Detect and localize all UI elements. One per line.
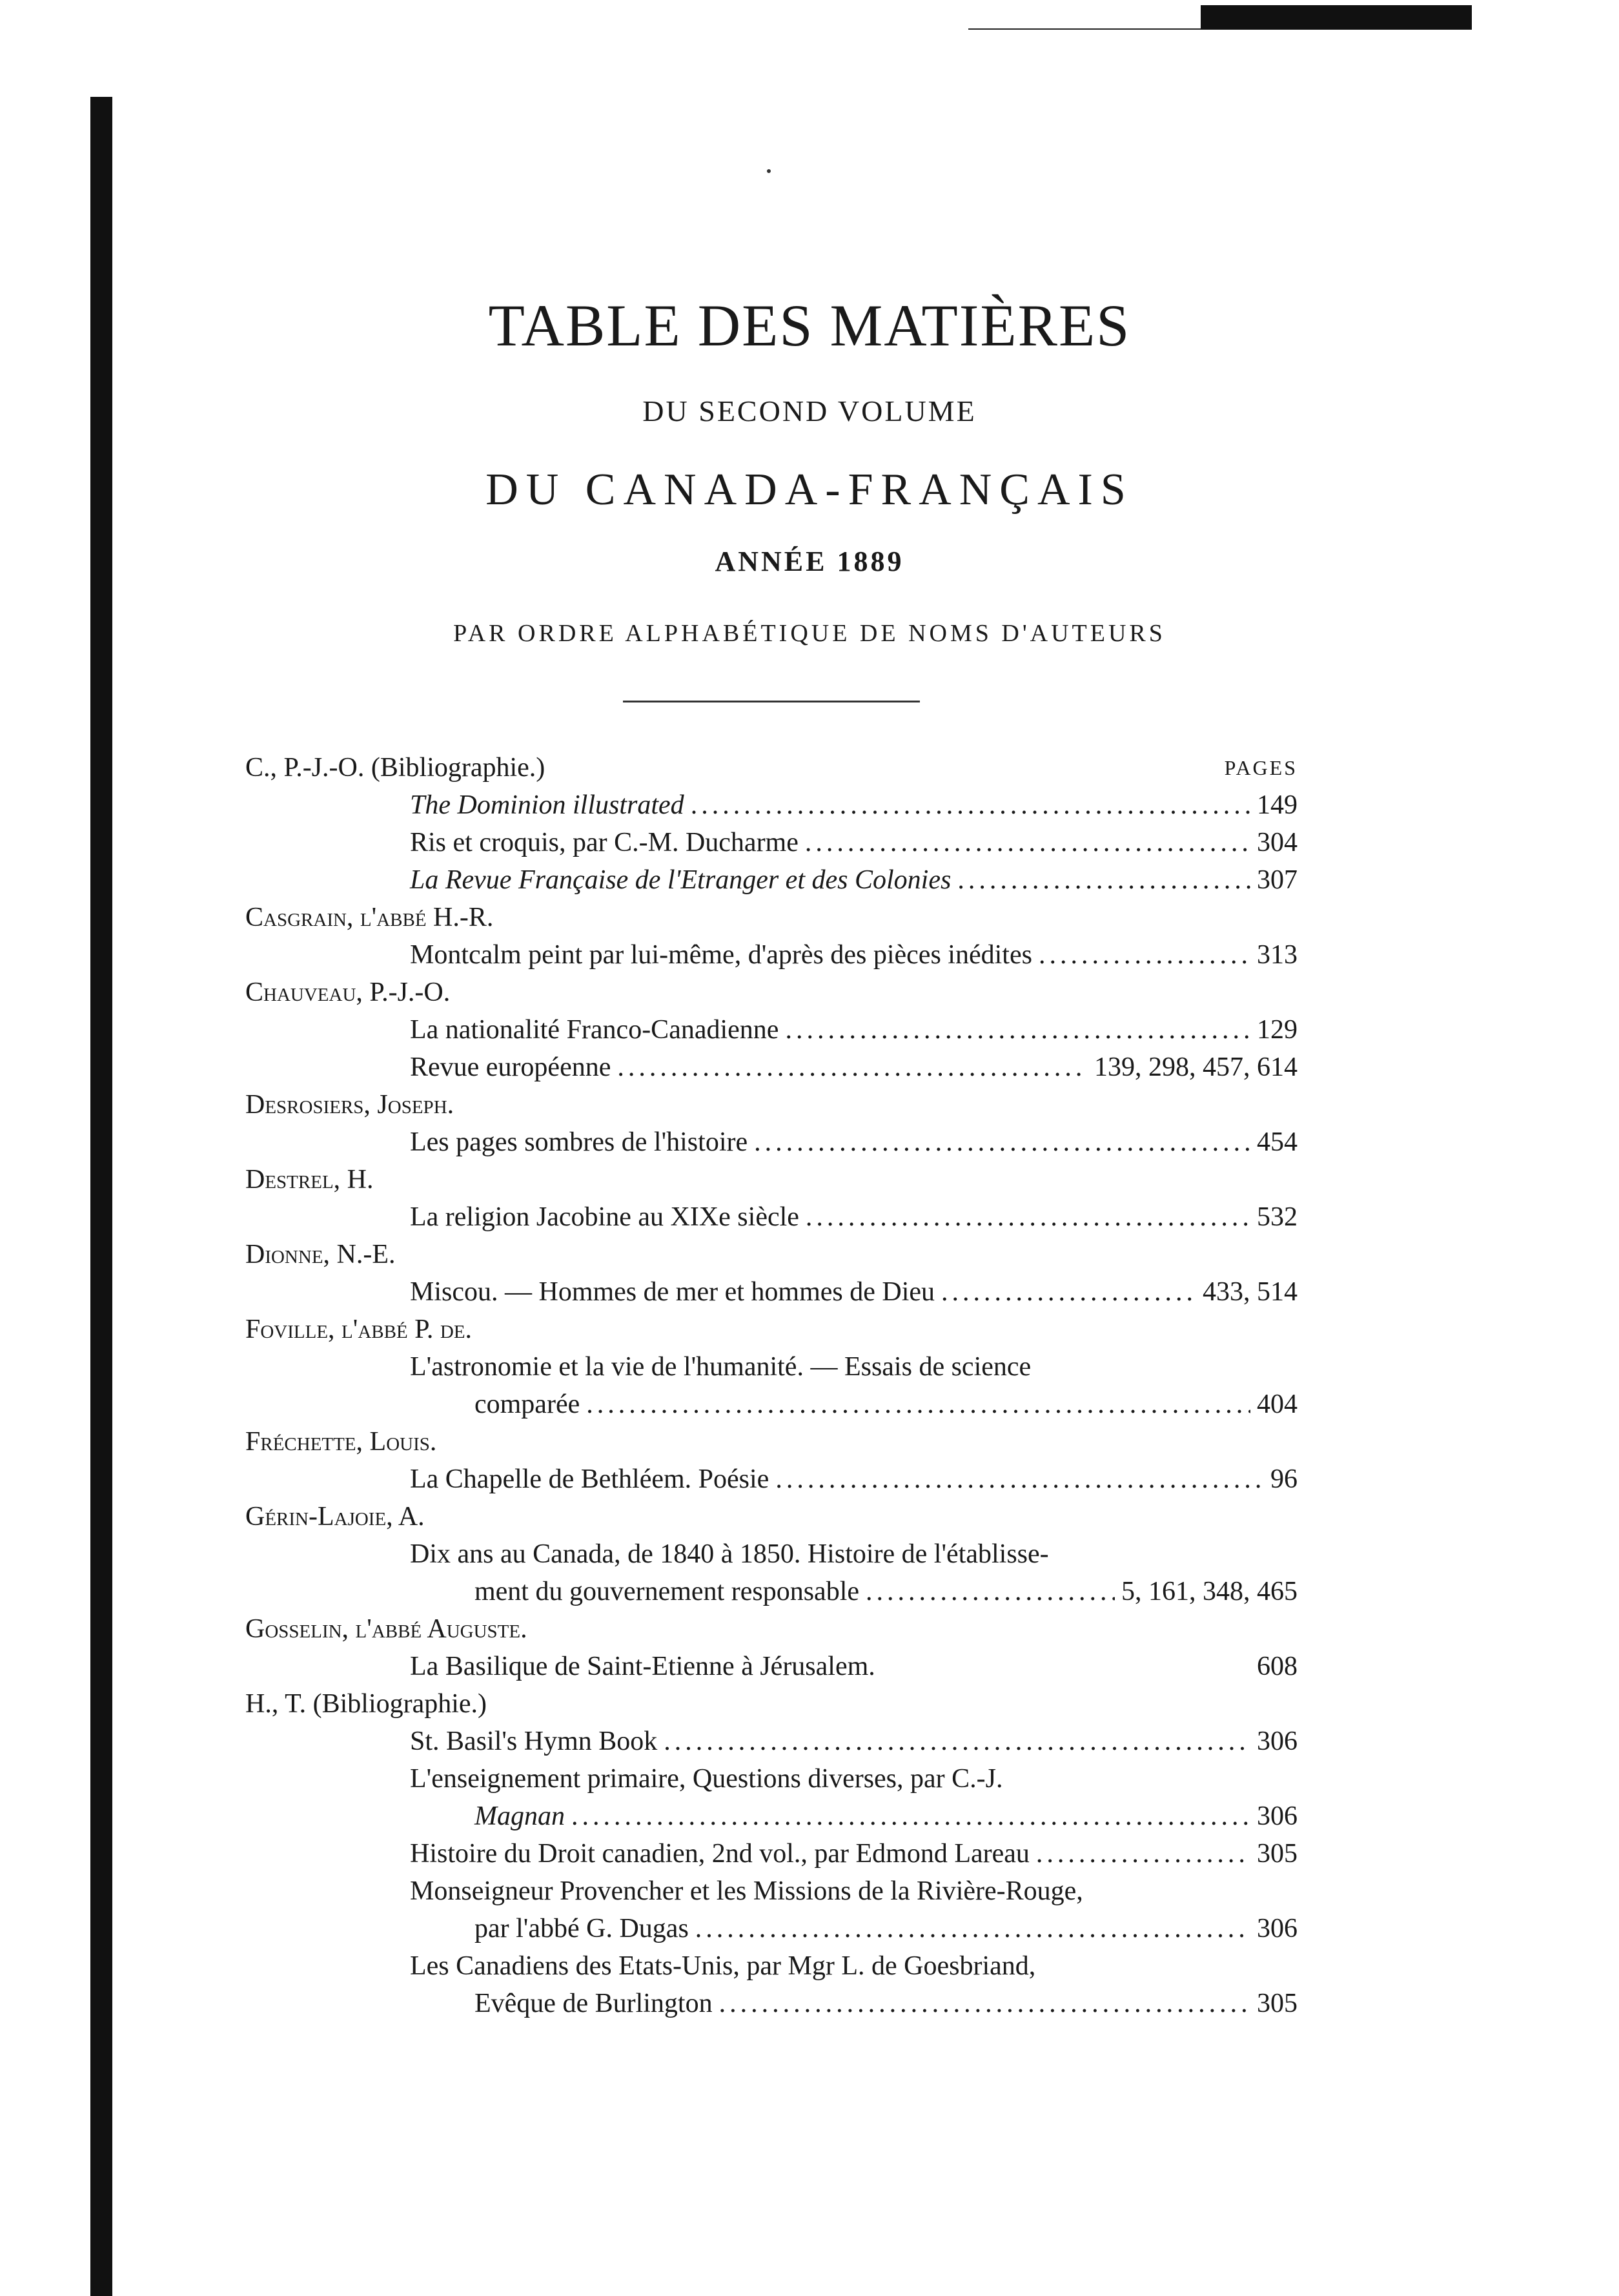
dot-leader — [1036, 1835, 1250, 1872]
author-heading — [245, 749, 1298, 786]
page-number: 306 — [1257, 1727, 1298, 1756]
toc-entry-continuation — [245, 1798, 1298, 1835]
page-number: 433, 514 — [1203, 1277, 1298, 1307]
page-number: 5, 161, 348, 465 — [1121, 1577, 1298, 1606]
section-divider — [623, 701, 920, 702]
toc-entry — [245, 786, 1298, 824]
dot-leader — [805, 824, 1250, 861]
dot-leader — [775, 1461, 1264, 1498]
dot-leader — [754, 1123, 1250, 1161]
toc-entry-continuation — [245, 1910, 1298, 1947]
toc-entry — [245, 1835, 1298, 1872]
dot-leader — [664, 1723, 1250, 1760]
entry-title-continuation: Magnan — [474, 1801, 565, 1831]
toc-entry — [245, 1461, 1298, 1498]
toc-entry-continuation — [245, 1386, 1298, 1423]
publication-name: DU CANADA-FRANÇAIS — [485, 465, 1134, 515]
page-number: 608 — [1257, 1652, 1298, 1681]
ordering-note: PAR ORDRE ALPHABÉTIQUE DE NOMS D'AUTEURS — [453, 620, 1166, 647]
top-edge-mark — [1201, 5, 1472, 30]
toc-entry — [245, 1273, 1298, 1311]
toc-entry — [245, 861, 1298, 899]
dot-leader — [785, 1011, 1250, 1049]
author-name: C., P.-J.-O. (Bibliographie.) — [245, 753, 545, 783]
toc-entry-first-line: L'astronomie et la vie de l'humanité. — Essais de science — [410, 1352, 1032, 1382]
entry-title: Montcalm peint par lui-même, d'après des pièces inédites — [410, 940, 1032, 970]
pages-column-label: PAGES — [1224, 756, 1298, 779]
entry-title: Ris et croquis, par C.-M. Ducharme — [410, 828, 799, 857]
page-number: 454 — [1257, 1127, 1298, 1157]
page-subtitle: DU SECOND VOLUME — [642, 395, 977, 427]
page-number: 139, 298, 457, 614 — [1094, 1052, 1298, 1082]
author-heading: Dionne, N.-E. — [245, 1240, 396, 1269]
entry-title-continuation: par l'abbé G. Dugas — [474, 1914, 689, 1943]
entry-title: La Revue Française de l'Etranger et des Colonies — [410, 865, 952, 895]
author-heading: Destrel, H. — [245, 1165, 374, 1194]
page-number: 304 — [1257, 828, 1298, 857]
toc-entry — [245, 936, 1298, 974]
page-title: TABLE DES MATIÈRES — [488, 292, 1131, 358]
author-heading: Chauveau, P.-J.-O. — [245, 978, 451, 1007]
author-heading: Foville, l'abbé P. de. — [245, 1315, 473, 1344]
page-number: 404 — [1257, 1389, 1298, 1419]
toc-entry-first-line: Dix ans au Canada, de 1840 à 1850. Histoire de l'établisse- — [410, 1539, 1049, 1569]
toc-entry-first-line: Les Canadiens des Etats-Unis, par Mgr L. de Goesbriand, — [410, 1951, 1036, 1981]
dot-leader — [695, 1910, 1250, 1947]
toc-entry — [245, 1123, 1298, 1161]
publication-year: ANNÉE 1889 — [715, 546, 904, 577]
entry-title-continuation: comparée — [474, 1389, 580, 1419]
toc-entry-first-line: L'enseignement primaire, Questions diverses, par C.-J. — [410, 1764, 1003, 1794]
page-number: 305 — [1257, 1839, 1298, 1869]
dot-leader — [806, 1198, 1250, 1236]
table-of-contents — [245, 749, 1298, 2022]
toc-entry — [245, 1723, 1298, 1760]
entry-title: The Dominion illustrated — [410, 790, 684, 820]
toc-entry-first-line: Monseigneur Provencher et les Missions de la Rivière-Rouge, — [410, 1876, 1083, 1906]
author-heading: Fréchette, Louis. — [245, 1427, 437, 1457]
page-number: 532 — [1257, 1202, 1298, 1232]
author-heading: Desrosiers, Joseph. — [245, 1090, 454, 1120]
page-number: 306 — [1257, 1801, 1298, 1831]
dot-leader — [571, 1798, 1250, 1835]
entry-title: Revue européenne — [410, 1052, 611, 1082]
entry-title-continuation: ment du gouvernement responsable — [474, 1577, 859, 1606]
toc-entry-continuation — [245, 1573, 1298, 1610]
entry-title: St. Basil's Hymn Book — [410, 1727, 658, 1756]
dot-leader — [691, 786, 1250, 824]
author-heading: H., T. (Bibliographie.) — [245, 1689, 487, 1719]
page-number: 305 — [1257, 1989, 1298, 2018]
author-heading: Casgrain, l'abbé H.-R. — [245, 903, 494, 932]
page-number: 96 — [1270, 1464, 1298, 1494]
toc-entry-continuation — [245, 1985, 1298, 2022]
toc-entry — [245, 1011, 1298, 1049]
author-heading: Gérin-Lajoie, A. — [245, 1502, 425, 1532]
toc-entry — [245, 1648, 1298, 1685]
toc-entry — [245, 824, 1298, 861]
dot-leader — [1039, 936, 1250, 974]
entry-title: Miscou. — Hommes de mer et hommes de Dieu — [410, 1277, 935, 1307]
entry-title: La Chapelle de Bethléem. Poésie — [410, 1464, 769, 1494]
author-heading: Gosselin, l'abbé Auguste. — [245, 1614, 527, 1644]
toc-entry — [245, 1049, 1298, 1086]
entry-title: La Basilique de Saint-Etienne à Jérusalem. — [410, 1652, 875, 1681]
ink-speck — [767, 169, 771, 173]
entry-title: Histoire du Droit canadien, 2nd vol., par Edmond Lareau — [410, 1839, 1030, 1869]
entry-title: La nationalité Franco-Canadienne — [410, 1015, 779, 1045]
dot-leader — [586, 1386, 1250, 1423]
page-number: 313 — [1257, 940, 1298, 970]
page-number: 306 — [1257, 1914, 1298, 1943]
entry-title-continuation: Evêque de Burlington — [474, 1989, 713, 2018]
dot-leader — [719, 1985, 1250, 2022]
dot-leader — [866, 1573, 1115, 1610]
binding-edge — [90, 97, 112, 2296]
page-number: 129 — [1257, 1015, 1298, 1045]
toc-entry — [245, 1198, 1298, 1236]
entry-title: La religion Jacobine au XIXe siècle — [410, 1202, 799, 1232]
entry-title: Les pages sombres de l'histoire — [410, 1127, 748, 1157]
page-number: 307 — [1257, 865, 1298, 895]
dot-leader — [957, 861, 1250, 899]
dot-leader — [617, 1049, 1088, 1086]
dot-leader — [941, 1273, 1196, 1311]
page-number: 149 — [1257, 790, 1298, 820]
